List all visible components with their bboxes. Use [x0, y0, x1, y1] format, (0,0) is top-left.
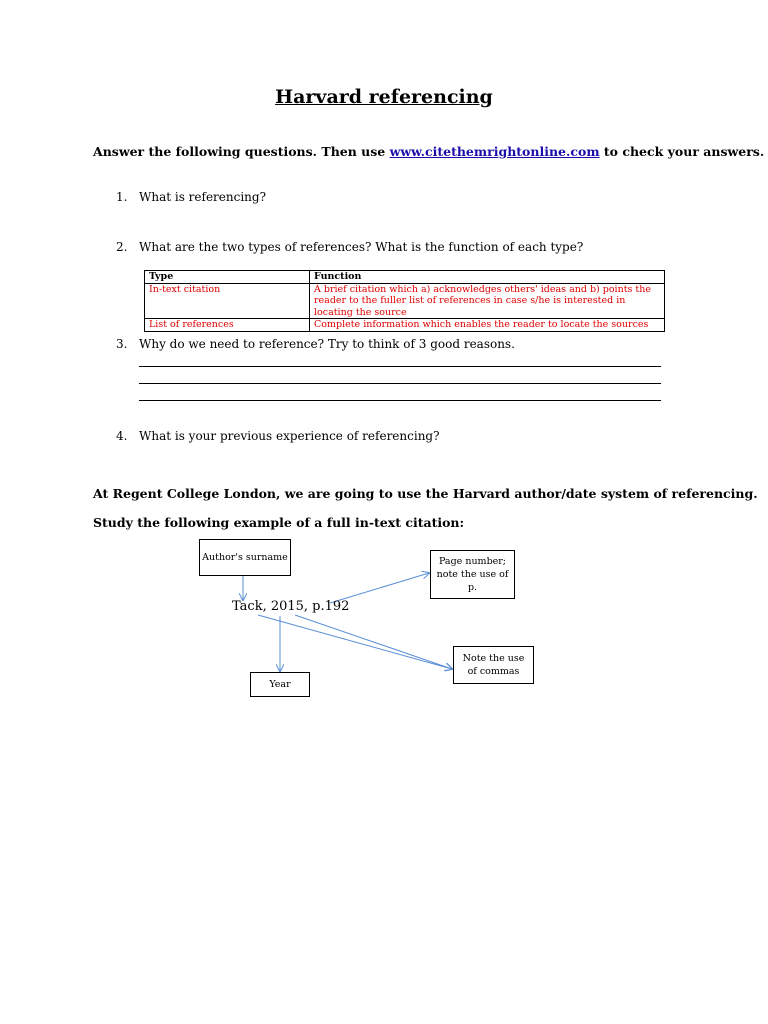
question-number: 4.	[116, 429, 128, 443]
page-number-box: Page number; note the use of p.	[430, 550, 515, 599]
citethemright-link[interactable]: www.citethemrightonline.com	[389, 144, 600, 159]
table-cell-function: A brief citation which a) acknowledges others' ideas and b) points the reader to the fuller list of references in case s/he is interested in locating the source	[310, 283, 665, 319]
question-number: 1.	[116, 190, 128, 204]
question-text: Why do we need to reference? Try to think of 3 good reasons.	[139, 337, 515, 351]
arrow-citation-to-commas-2	[295, 615, 452, 669]
table-cell-function: Complete information which enables the reader to locate the sources	[310, 319, 665, 332]
table-cell-type: In-text citation	[145, 283, 310, 319]
statement-study-example: Study the following example of a full in-text citation:	[93, 515, 465, 530]
question-text: What is referencing?	[139, 190, 267, 204]
question-number: 3.	[116, 337, 128, 351]
question-text: What are the two types of references? What is the function of each type?	[139, 240, 584, 254]
question-number: 2.	[116, 240, 128, 254]
author-surname-box: Author's surname	[199, 539, 291, 576]
table-cell-type: List of references	[145, 319, 310, 332]
table-header-type: Type	[145, 271, 310, 284]
instruction-before: Answer the following questions. Then use	[93, 144, 390, 159]
instruction-after: to check your answers.	[599, 144, 765, 159]
arrow-citation-to-commas-1	[258, 615, 452, 669]
commas-box: Note the use of commas	[453, 646, 534, 684]
table-header-function: Function	[310, 271, 665, 284]
page-title: Harvard referencing	[275, 86, 493, 108]
statement-harvard-system: At Regent College London, we are going to use the Harvard author/date system of referencing.	[93, 486, 758, 501]
year-box: Year	[250, 672, 310, 697]
citation-example: Tack, 2015, p.192	[232, 599, 350, 614]
question-text: What is your previous experience of referencing?	[139, 429, 440, 443]
